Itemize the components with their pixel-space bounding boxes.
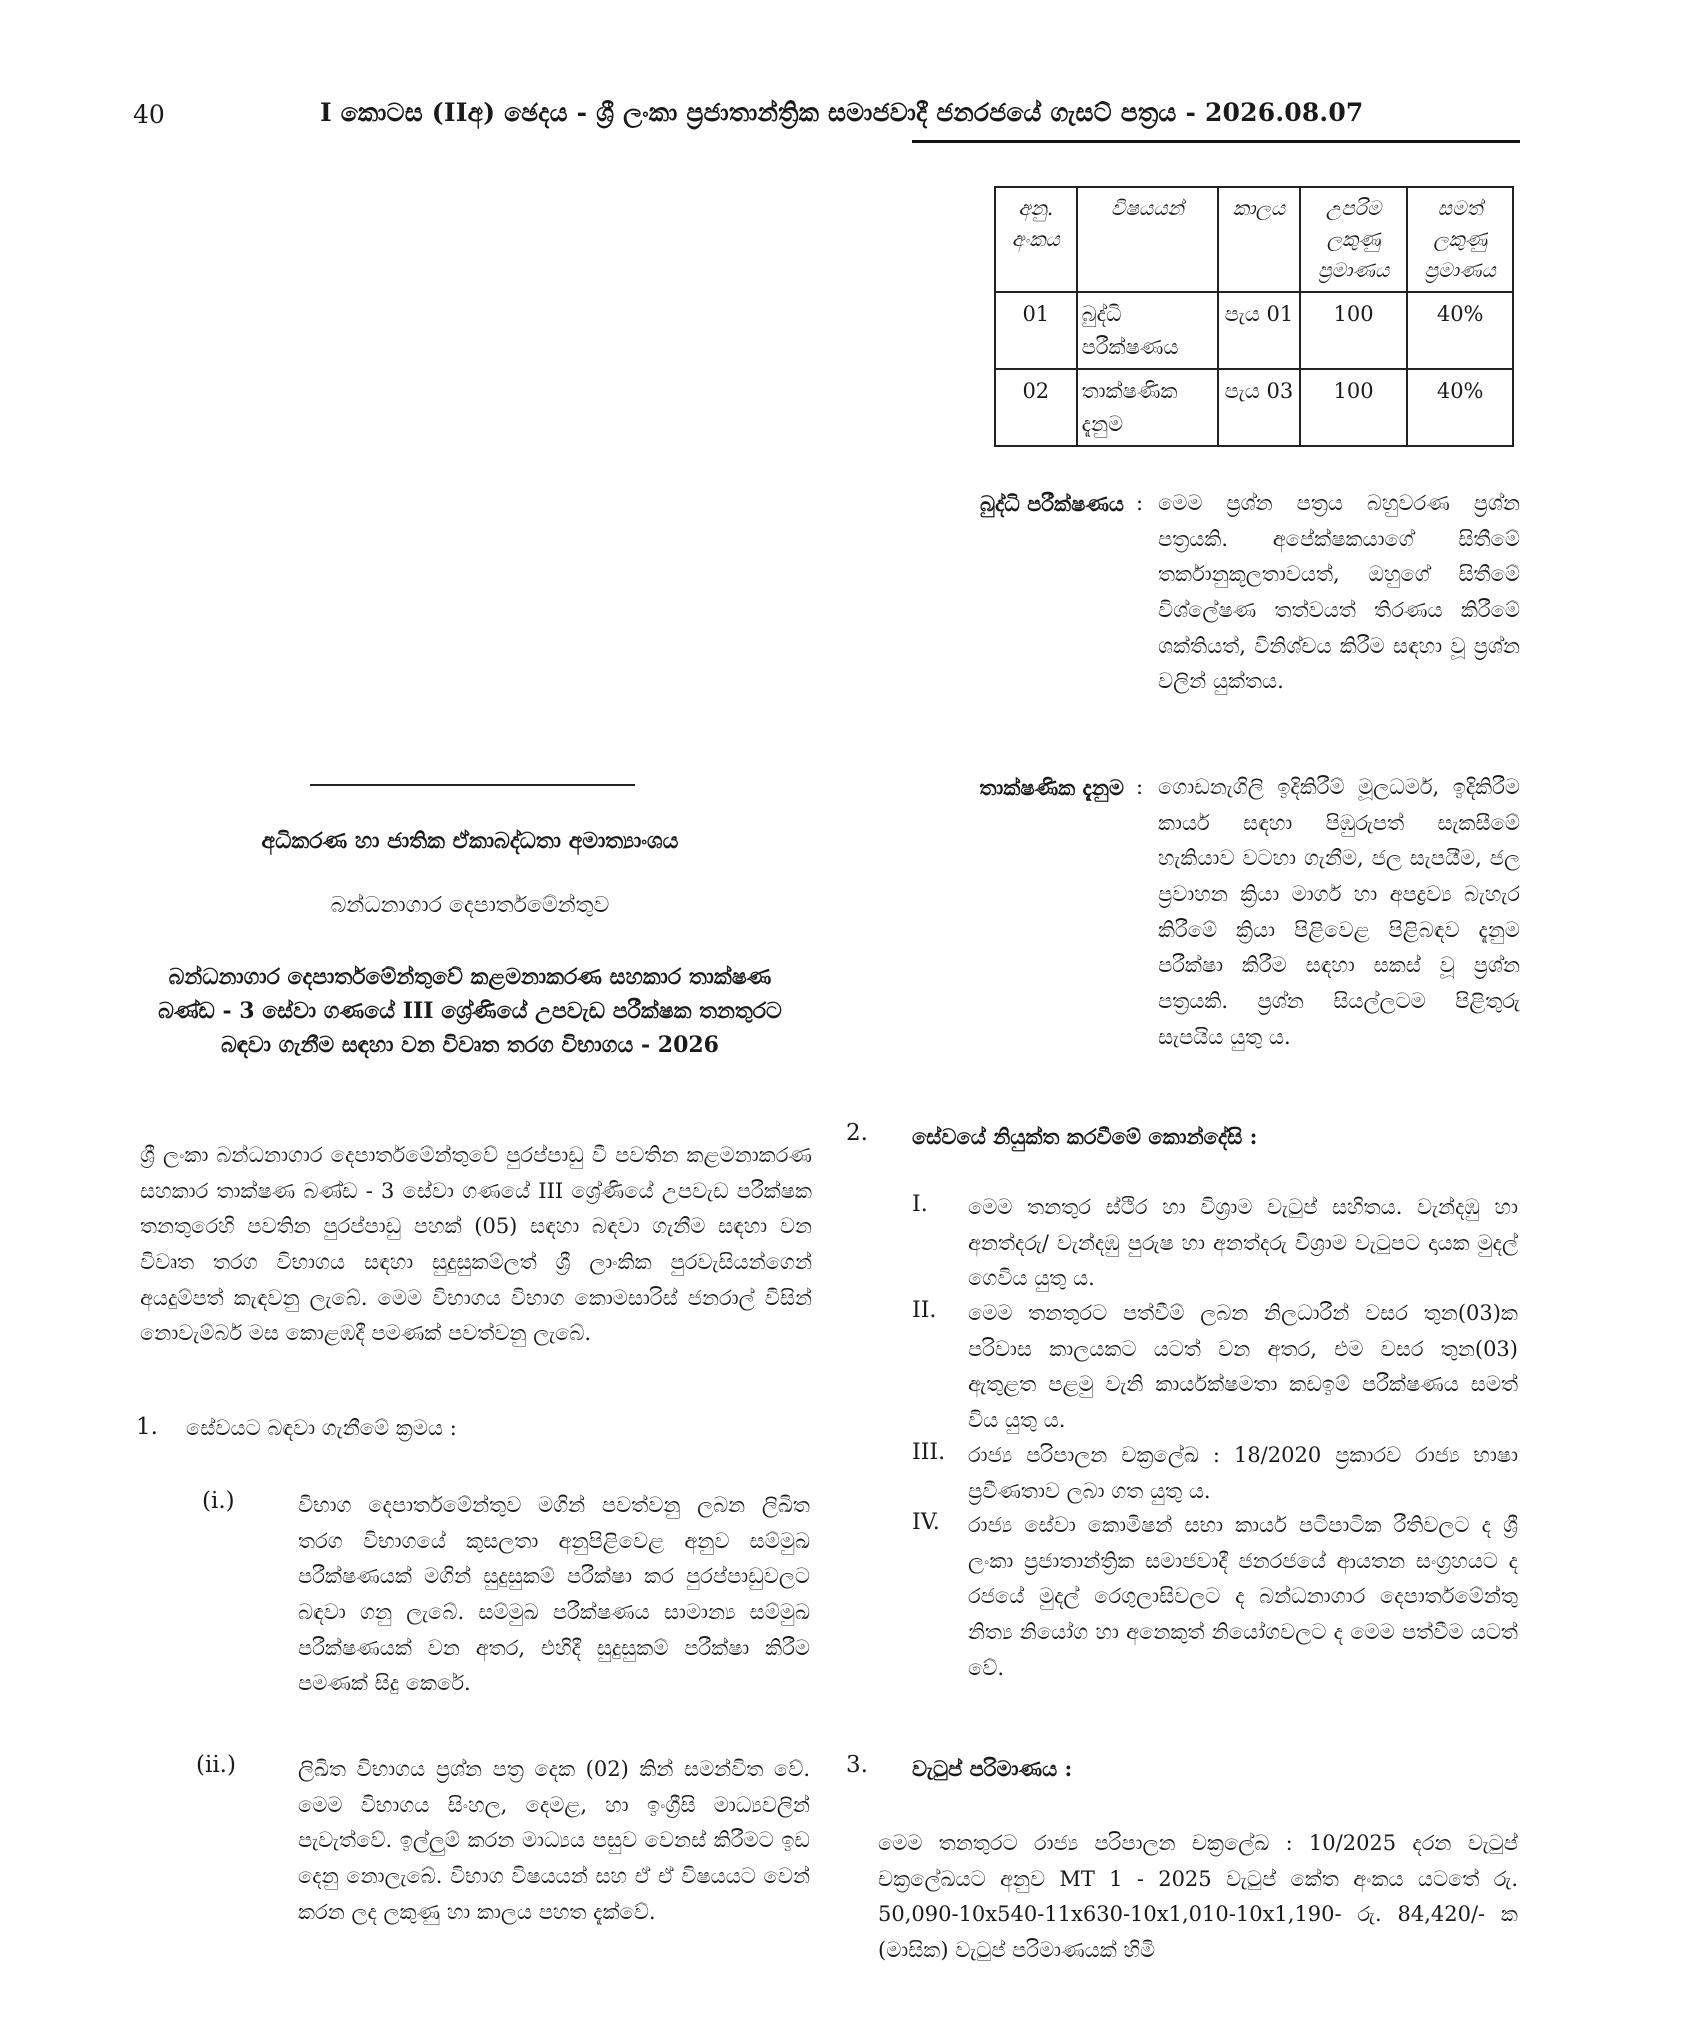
section-divider	[310, 784, 635, 786]
definition-text: ගොඩනැගිලි ඉදිකිරීම් මූලධර්ම, ඉදිකිරීම කාර්ය සඳහා පිඹුරුපත් සැකසීමේ හැකියාව වටහා ගැනීම, ජල සැපයීම, ජල ප්‍රවාහන ක්‍රියා මාර්ග හා අපද්‍රව්‍ය බැහැර කිරීමේ ක්‍රියා පිළිවෙළ පිළිබඳව දැනුම පරීක්ෂා කිරීම සඳහා සකස් වූ ප්‍රශ්න පත්‍රයකි. ප්‍රශ්න සියල්ලටම පිළිතුරු සැපයිය යුතු ය.	[1158, 775, 1520, 1049]
definition-colon: :	[1136, 775, 1144, 799]
cell-duration: පැය 03	[1218, 369, 1300, 446]
exam-subjects-table	[994, 186, 1514, 447]
cell-max-marks: 100	[1300, 369, 1408, 446]
item-text: රාජ්‍ය සේවා කොමිෂන් සභා කාර්ය පටිපාටික රීතිවලට ද ශ්‍රී ලංකා ප්‍රජාතාන්ත්‍රික සමාජවාදී ජනරජයේ ආයතන සංග්‍රහයට ද රජයේ මුදල් රෙගුලාසිවලට ද බන්ධනාගාර දෙපාර්තමේන්තු නිත්‍ය නියෝග හා අනෙකුත් නියෝගවලට ද මෙම පත්වීම යටත් වේ.	[968, 1513, 1518, 1680]
table-header-row	[995, 187, 1513, 292]
intro-paragraph: ශ්‍රී ලංකා බන්ධනාගාර දෙපාර්තමේන්තුවේ පුරප්පාඩු වී පවතින කළමනාකරණ සහකාර තාක්ෂණ බණ්ඩ - 3 සේවා ගණයේ III ශ්‍රේණියේ උපවැඩ පරීක්ෂක තනතුරෙහි පවතින පුරප්පාඩු පහක් (05) සඳහා බඳවා ගැනීම සඳහා වන විවෘත තරග විභාගය සඳහා සුදුසුකම්ලත් ශ්‍රී ලාංකික පුරවැසියන්ගෙන් අයදුම්පත් කැඳවනු ලැබේ. මෙම විභාගය විභාග කොමසාරිස් ජනරාල් විසින් නොවැම්බර් මස කොළඹදී පමණක් පවත්වනු ලැබේ.	[140, 1143, 812, 1346]
section-heading: සේවයේ නියුක්ත කරවීමේ කොන්දේසි :	[912, 1124, 1258, 1149]
definition-text: මෙම ප්‍රශ්න පත්‍රය බහුවරණ ප්‍රශ්න පත්‍රයකි. අපේක්ෂකයාගේ සිතීමේ තර්කානුකූලතාවයත්, ඔහුගේ සිතීමේ විශ්ලේෂණ තත්වයත් තිරණය කිරීමේ ශක්තියත්, විනිශ්චය කිරීම සඳහා වූ ප්‍රශ්න වලින් යුක්තය.	[1158, 491, 1520, 694]
item-number: III.	[912, 1440, 946, 1465]
item-number: (ii.)	[196, 1752, 236, 1778]
section-heading: සේවයට බඳවා ගැනීමේ ක්‍රමය :	[186, 1416, 457, 1440]
cell-pass-marks: 40%	[1407, 292, 1513, 369]
definition-term: බුද්ධි පරීක්ෂණය	[979, 491, 1124, 516]
item-text: මෙම තනතුර ස්ථිර හා විශ්‍රාම වැටුප් සහිතය. වැන්දඹු හා අනත්දරු/ වැන්දඹු පුරුෂ හා අනත්දරු විශ්‍රාම වැටුපට දායක මුදල් ගෙවිය යුතු ය.	[968, 1195, 1518, 1291]
page-number: 40	[133, 100, 165, 129]
col-header-duration: කාලය	[1218, 187, 1300, 292]
cell-pass-marks: 40%	[1407, 369, 1513, 446]
item-number: IV.	[912, 1510, 940, 1535]
cell-serial: 01	[995, 292, 1077, 369]
section-heading: වැටුප් පරිමාණය :	[912, 1756, 1073, 1781]
item-text: මෙම තනතුරට පත්වීම් ලබන නිලධාරීන් වසර තුන(03)ක පරිවාස කාලයකට යටත් වන අතර, එම වසර තුන(03) ඇතුළත පළමු වැනි කාර්යක්ෂමතා කඩඉම් පරීක්ෂණය සමත් විය යුතු ය.	[968, 1301, 1518, 1433]
section-number: 2.	[846, 1120, 868, 1146]
table-row	[995, 369, 1513, 446]
cell-subject: තාක්ෂණික දැනුම	[1077, 369, 1218, 446]
section-number: 3.	[846, 1752, 868, 1778]
col-header-max-marks: උපරිම ලකුණු ප්‍රමාණය	[1300, 187, 1408, 292]
definition-term: තාක්ෂණික දැනුම	[979, 775, 1124, 800]
col-header-serial: අනු. අංකය	[995, 187, 1077, 292]
cell-duration: පැය 01	[1218, 292, 1300, 369]
item-number: I.	[912, 1192, 928, 1217]
salary-scale-paragraph: මෙම තනතුරට රාජ්‍ය පරිපාලන චක්‍රලේඛ : 10/2025 දරන වැටුප් චක්‍රලේඛයට අනුව MT 1 - 2025 වැටුප් කේත අංකය යටතේ රු. 50,090-10x540-11x630-10x1,010-10x1,190- රු. 84,420/- ක (මාසික) වැටුප් පරිමාණයක් හිමි	[878, 1831, 1518, 1963]
definition-colon: :	[1136, 491, 1144, 515]
cell-max-marks: 100	[1300, 292, 1408, 369]
section-number: 1.	[136, 1414, 158, 1440]
department-name: බන්ධනාගාර දෙපාර්තමේන්තුව	[330, 893, 610, 918]
item-number: (i.)	[202, 1488, 235, 1514]
cell-subject: බුද්ධි පරීක්ෂණය	[1077, 292, 1218, 369]
table-row	[995, 292, 1513, 369]
gazette-header-title: I කොටස (IIඅ) ඡෙදය - ශ්‍රී ලංකා ප්‍රජාතාන්ත්‍රික සමාජවාදී ජනරජයේ ගැසට් පත්‍රය - 2026.08.07	[320, 98, 1364, 127]
item-text: ලිඛිත විභාගය ප්‍රශ්න පත්‍ර දෙක (02) කින් සමන්විත වේ. මෙම විභාගය සිංහල, දෙමළ, හා ඉංග්‍රීසි මාධ්‍යවලින් පැවැත්වේ. ඉල්ලුම් කරන මාධ්‍යය පසුව වෙනස් කිරීමට ඉඩ දෙනු නොලැබේ. විභාග විෂයයන් සහ ඒ ඒ විෂයයට වෙන් කරන ලද ලකුණු හා කාලය පහත දැක්වේ.	[298, 1757, 810, 1924]
item-text: විභාග දෙපාර්තමේන්තුව මගින් පවත්වනු ලබන ලිඛිත තරග විභාගයේ කුසලතා අනුපිළිවෙළ අනුව සම්මුඛ පරීක්ෂණයක් මගින් සුදුසුකම් පරීක්ෂා කර පුරප්පාඩුවලට බඳවා ගනු ලැබේ. සම්මුඛ පරීක්ෂණය සාමාන්‍ය සම්මුඛ පරීක්ෂණයක් වන අතර, එහිදී සුදුසුකම් පරීක්ෂා කිරීම පමණක් සිදු කෙරේ.	[298, 1493, 810, 1696]
col-header-subject: විෂයයන්	[1077, 187, 1218, 292]
notice-title: බන්ධනාගාර දෙපාර්තමේන්තුවේ කළමනාකරණ සහකාර තාක්ෂණ බණ්ඩ - 3 සේවා ගණයේ III ශ්‍රේණියේ උපවැඩ පරීක්ෂක තනතුරට බඳවා ගැනීම සඳහා වන විවෘත තරග විභාගය - 2026	[158, 964, 782, 1059]
item-text: රාජ්‍ය පරිපාලන චක්‍රලේඛ : 18/2020 ප්‍රකාරව රාජ්‍ය භාෂා ප්‍රවීණතාව ලබා ගත යුතු ය.	[968, 1443, 1518, 1503]
item-number: II.	[912, 1298, 937, 1323]
ministry-name: අධිකරණ හා ජාතික ඒකාබද්ධතා අමාත්‍යාංශය	[261, 828, 679, 854]
col-header-pass-marks: සමත් ලකුණු ප්‍රමාණය	[1407, 187, 1513, 292]
cell-serial: 02	[995, 369, 1077, 446]
header-rule	[912, 140, 1520, 143]
